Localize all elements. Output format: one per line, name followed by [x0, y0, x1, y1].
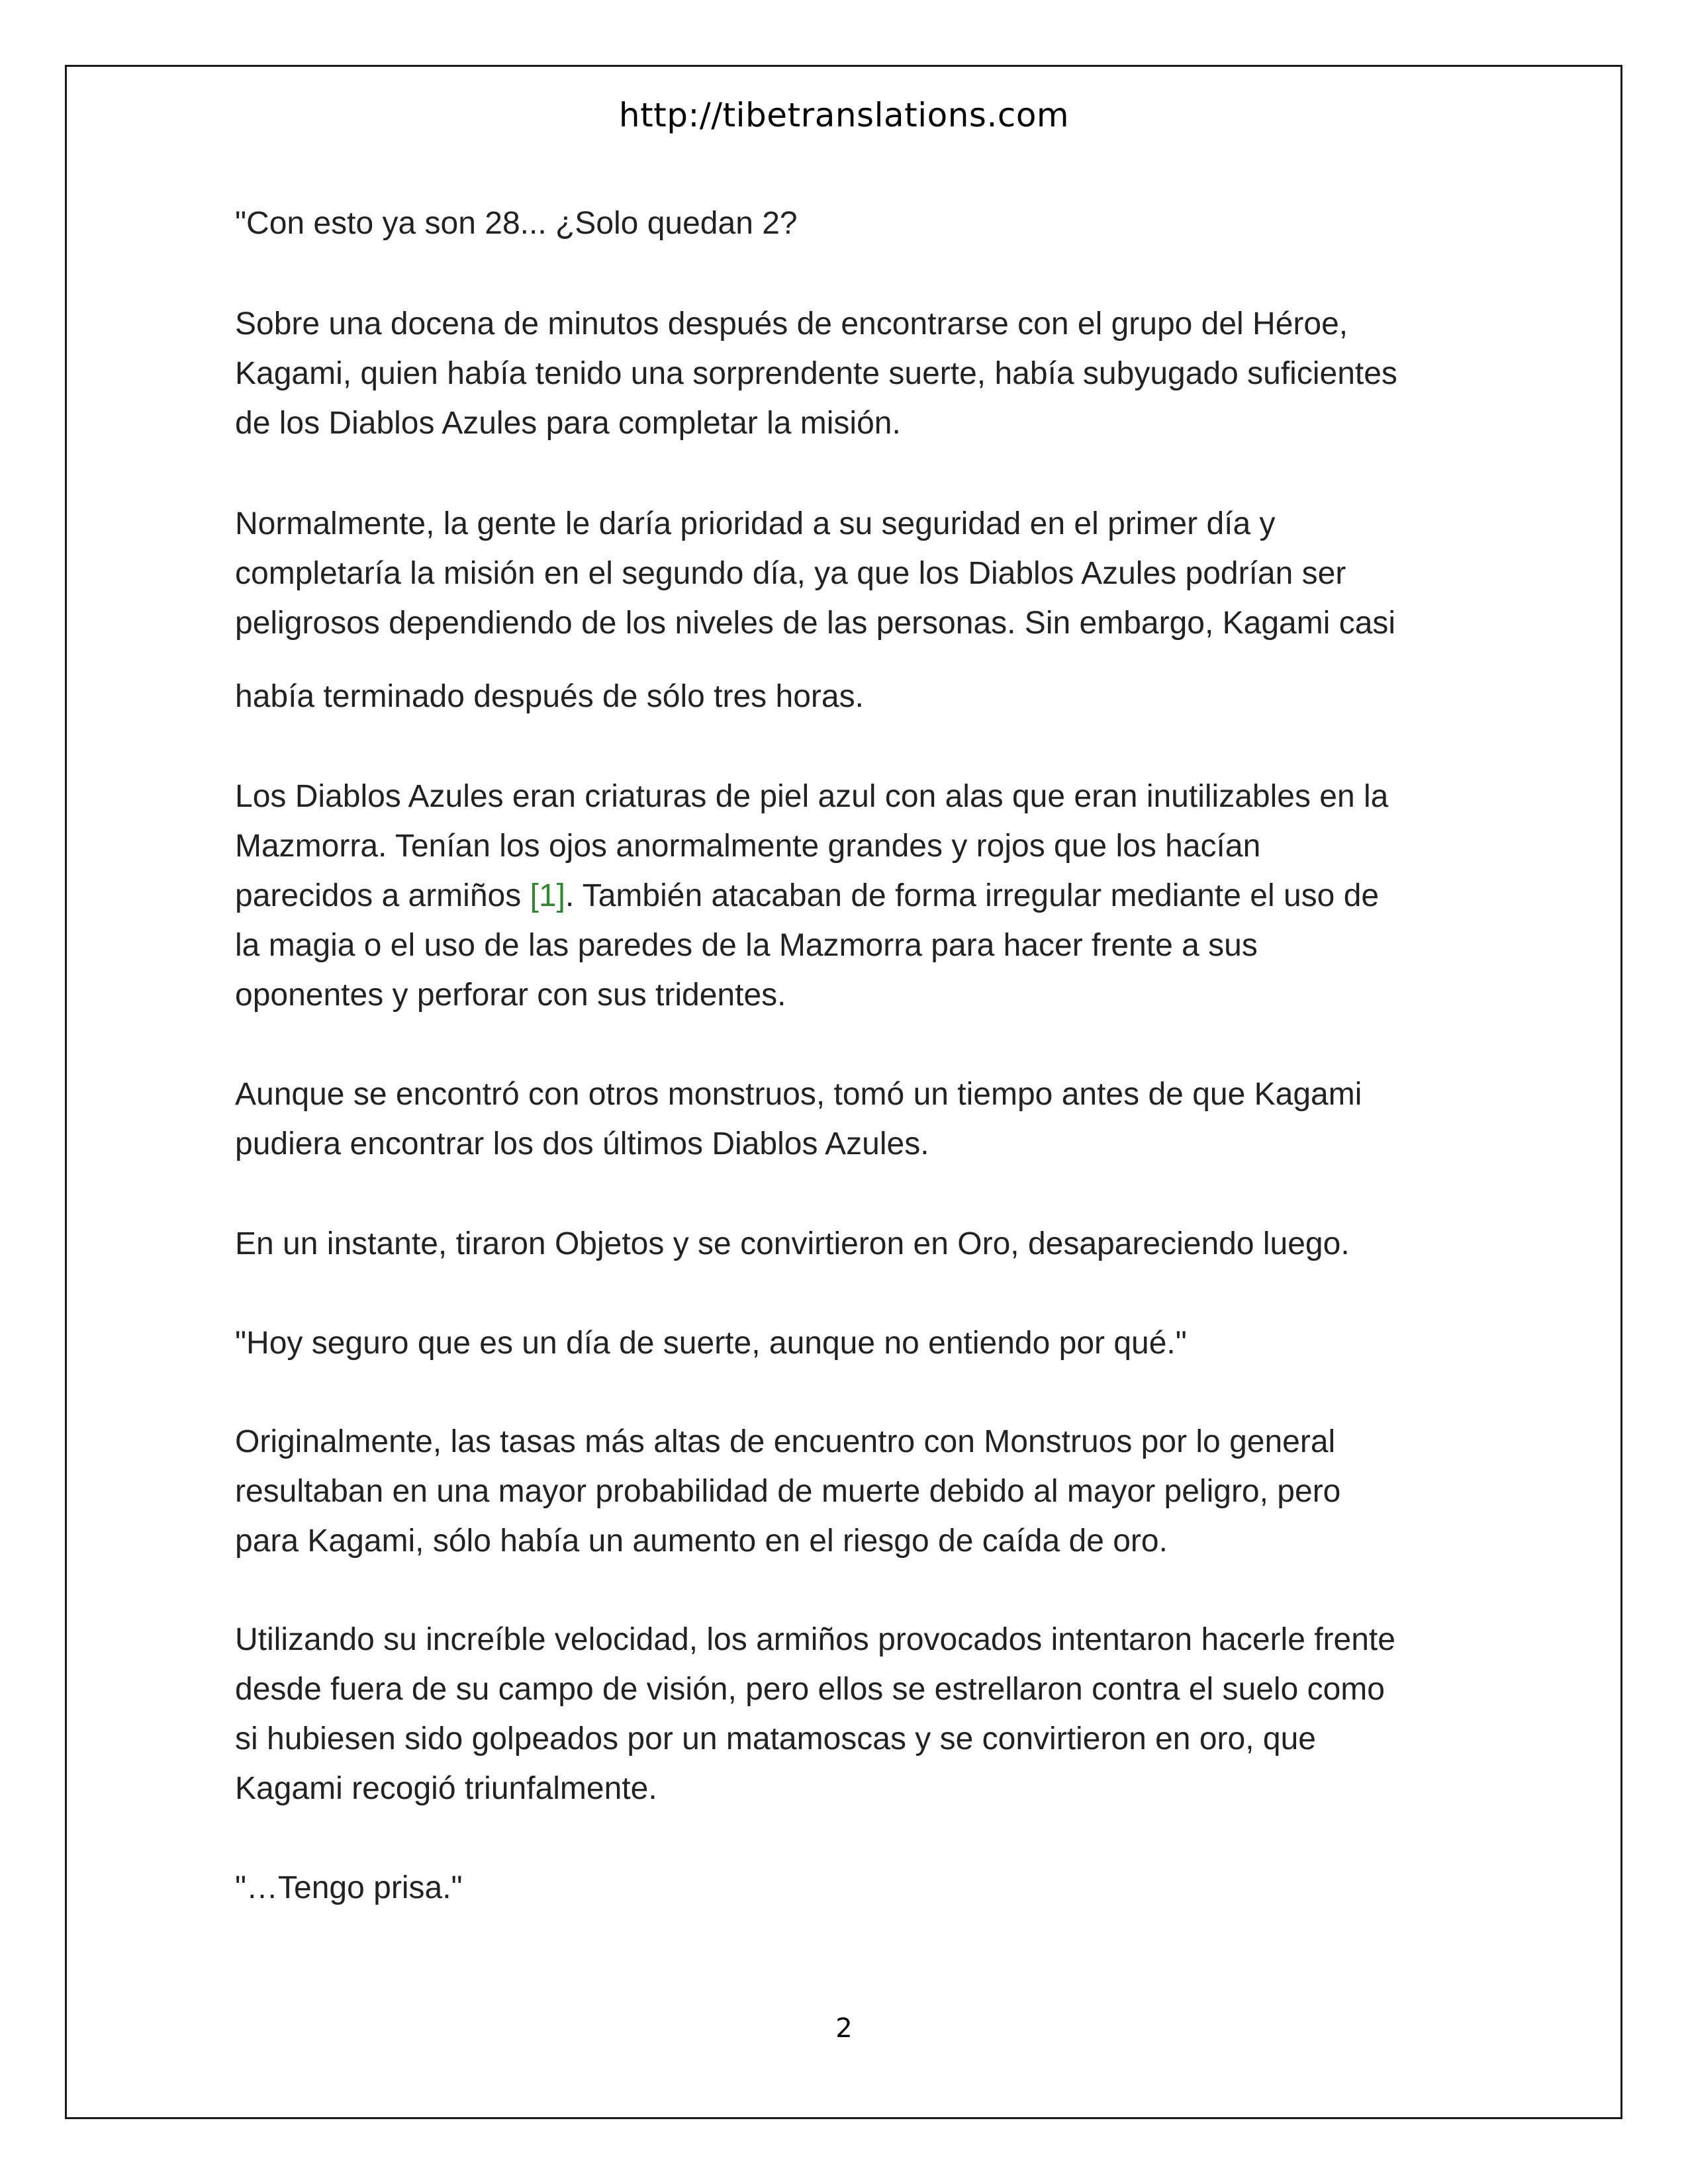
paragraph-9-line-3: si hubiesen sido golpeados por un matamoscas y se convirtieron en oro, que	[235, 1721, 1316, 1756]
paragraph-3-line-2: completaría la misión en el segundo día, ya que los Diablos Azules podrían ser	[235, 556, 1346, 591]
paragraph-4-line-2: Mazmorra. Tenían los ojos anormalmente grandes y rojos que los hacían	[235, 829, 1261, 864]
paragraph-3-line-1: Normalmente, la gente le daría prioridad a su seguridad en el primer día y	[235, 506, 1276, 541]
paragraph-3-line-4: había terminado después de sólo tres horas.	[235, 679, 864, 714]
paragraph-1-line-1: "Con esto ya son 28... ¿Solo quedan 2?	[235, 206, 798, 241]
paragraph-8-line-1: Originalmente, las tasas más altas de encuentro con Monstruos por lo general	[235, 1424, 1336, 1459]
paragraph-6-line-1: En un instante, tiraron Objetos y se convirtieron en Oro, desapareciendo luego.	[235, 1226, 1350, 1261]
paragraph-2-line-3: de los Diablos Azules para completar la misión.	[235, 406, 901, 441]
paragraph-5-line-2: pudiera encontrar los dos últimos Diablos Azules.	[235, 1126, 929, 1161]
paragraph-9-line-1: Utilizando su increíble velocidad, los armiños provocados intentaron hacerle frente	[235, 1622, 1395, 1657]
paragraph-4-line-3-text: parecidos a armiños	[235, 878, 530, 913]
paragraph-2-line-1: Sobre una docena de minutos después de encontrarse con el grupo del Héroe,	[235, 306, 1348, 341]
paragraph-9-line-2: desde fuera de su campo de visión, pero ellos se estrellaron contra el suelo como	[235, 1672, 1385, 1707]
paragraph-7-line-1: "Hoy seguro que es un día de suerte, aunque no entiendo por qué."	[235, 1326, 1187, 1361]
paragraph-8-line-2: resultaban en una mayor probabilidad de muerte debido al mayor peligro, pero	[235, 1474, 1341, 1509]
paragraph-9-line-4: Kagami recogió triunfalmente.	[235, 1771, 657, 1806]
paragraph-10-line-1: "…Tengo prisa."	[235, 1870, 463, 1905]
page-number: 2	[835, 2013, 853, 2044]
paragraph-4-line-3	[235, 876, 1379, 916]
footnote-ref-1[interactable]: [1]	[530, 878, 565, 913]
paragraph-2-line-2: Kagami, quien había tenido una sorprendente suerte, había subyugado suficientes	[235, 356, 1397, 391]
paragraph-3-line-3: peligrosos dependiendo de los niveles de las personas. Sin embargo, Kagami casi	[235, 606, 1396, 641]
paragraph-4-line-1: Los Diablos Azules eran criaturas de piel azul con alas que eran inutilizables en la	[235, 779, 1389, 814]
paragraph-8-line-3: para Kagami, sólo había un aumento en el riesgo de caída de oro.	[235, 1524, 1168, 1559]
paragraph-4-line-5: oponentes y perforar con sus tridentes.	[235, 978, 786, 1013]
paragraph-4-line-4: la magia o el uso de las paredes de la Mazmorra para hacer frente a sus	[235, 928, 1258, 963]
header-url: http://tibetranslations.com	[618, 96, 1070, 134]
paragraph-4-line-3-cont: . También atacaban de forma irregular mediante el uso de	[565, 878, 1380, 913]
paragraph-5-line-1: Aunque se encontró con otros monstruos, tomó un tiempo antes de que Kagami	[235, 1077, 1362, 1112]
